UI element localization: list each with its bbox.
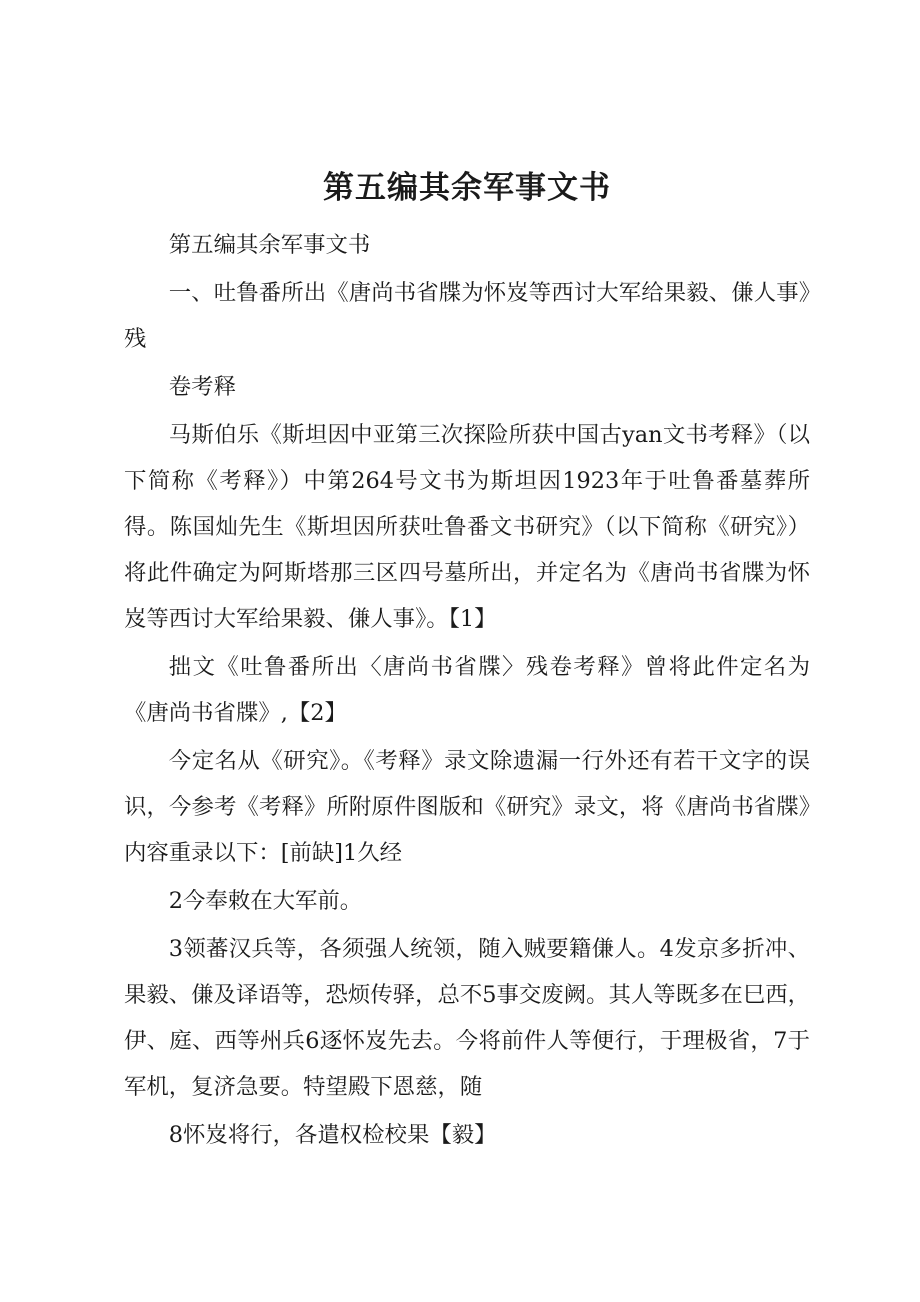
paragraph-item-one-subheading: 卷考释 (168, 374, 236, 400)
paragraph-item-one-heading: 一、吐鲁番所出《唐尚书省牒为怀岌等西讨大军给果毅、傔人事》残 (124, 280, 810, 352)
paragraph-transcription-note: 今定名从《研究》。《考释》录文除遗漏一行外还有若干文字的误识，今参考《考释》所附原件图版和《研究》录文，将《唐尚书省牒》内容重录以下：[前缺]1久经 (124, 748, 810, 866)
paragraph-lines-3-7: 3领蕃汉兵等，各须强人统领，随入贼要籍傔人。4发京多折冲、果毅、傔及译语等，恐烦传驿，总不5事交废阙。其人等既多在巳西，伊、庭、西等州兵6逐怀岌先去。今将前件人等便行，于理极省，7于军机，复济急要。特望殿下恩慈，随 (124, 936, 810, 1100)
document-title: 第五编其余军事文书 (323, 170, 611, 206)
paragraph-section-heading: 第五编其余军事文书 (168, 232, 371, 258)
document-page (124, 164, 810, 1160)
paragraph-line-2: 2今奉敕在大军前。 (168, 888, 363, 914)
paragraph-prior-naming: 拙文《吐鲁番所出〈唐尚书省牒〉残卷考释》曾将此件定名为《唐尚书省牒》,【2】 (124, 654, 810, 726)
paragraph-line-8: 8怀岌将行，各遣权检校果【毅】 (168, 1122, 497, 1148)
paragraph-intro: 马斯伯乐《斯坦因中亚第三次探险所获中国古yan文书考释》（以下简称《考释》）中第264号文书为斯坦因1923年于吐鲁番墓葬所得。陈国灿先生《斯坦因所获吐鲁番文书研究》（以下简称《研究》）将此件确定为阿斯塔那三区四号墓所出，并定名为《唐尚书省牒为怀岌等西讨大军给果毅、傔人事》。【1】 (124, 422, 810, 632)
